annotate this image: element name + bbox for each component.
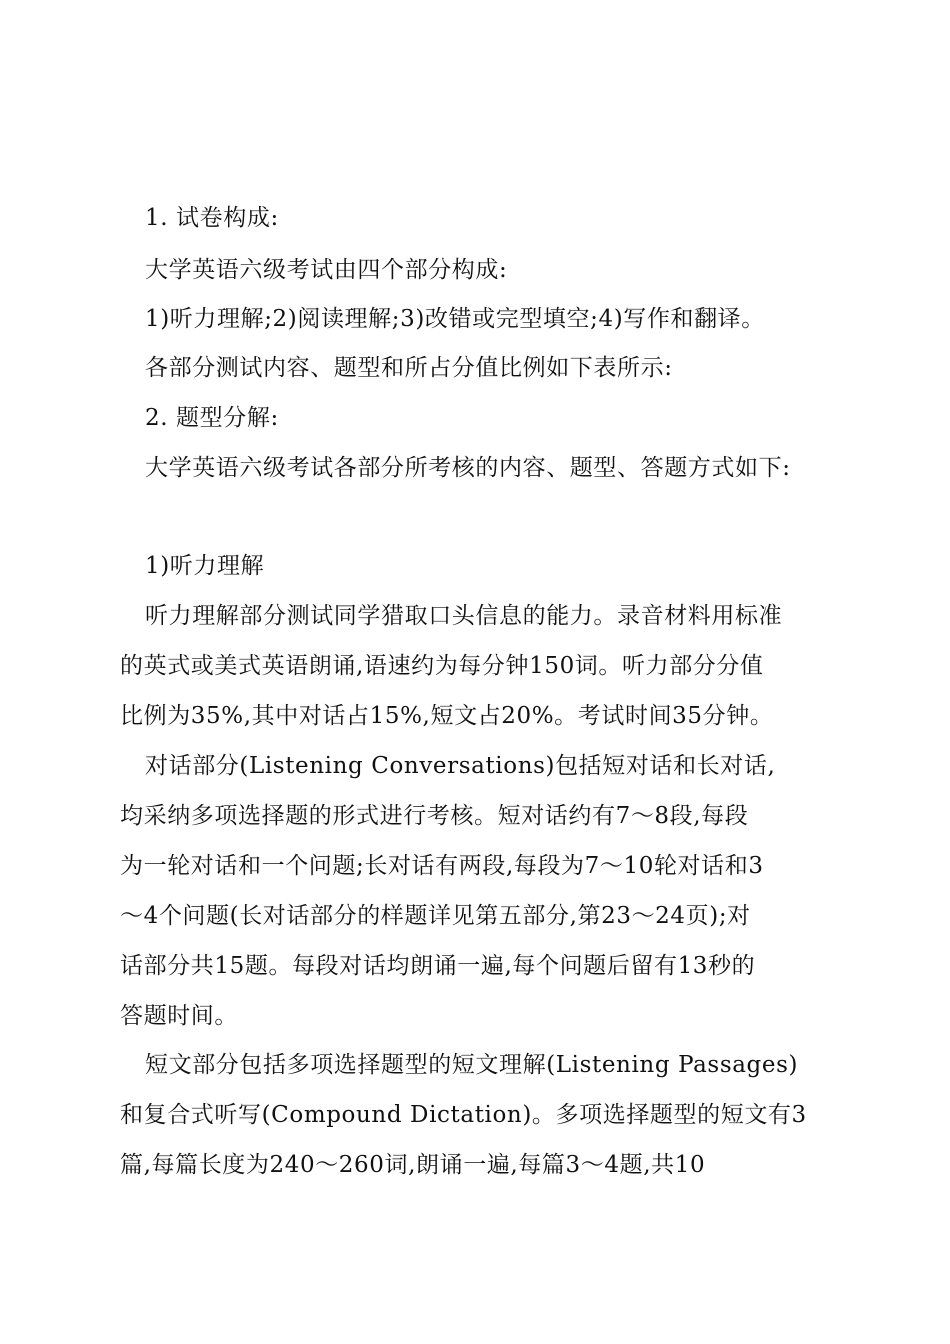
intro-line: 大学英语六级考试各部分所考核的内容、题型、答题方式如下: (145, 455, 791, 481)
paragraph-line: 均采纳多项选择题的形式进行考核。短对话约有7～8段,每段 (120, 803, 749, 829)
paragraph-line: 话部分共15题。每段对话均朗诵一遍,每个问题后留有13秒的 (120, 953, 756, 979)
paragraph-line: 为一轮对话和一个问题;长对话有两段,每段为7～10轮对话和3 (120, 853, 764, 879)
intro-line: 大学英语六级考试由四个部分构成: (145, 257, 508, 283)
paragraph-line: 答题时间。 (120, 1003, 238, 1029)
paragraph-line: 比例为35%,其中对话占15%,短文占20%。考试时间35分钟。 (120, 703, 774, 729)
paragraph-line: 听力理解部分测试同学猎取口头信息的能力。录音材料用标准 (145, 603, 783, 629)
paragraph-line: 对话部分(Listening Conversations)包括短对话和长对话, (145, 753, 776, 779)
paragraph-line: 短文部分包括多项选择题型的短文理解(Listening Passages) (145, 1052, 799, 1078)
paragraph-line: ～4个问题(长对话部分的样题详见第五部分,第23～24页);对 (120, 903, 751, 929)
intro-line: 各部分测试内容、题型和所占分值比例如下表所示: (145, 355, 673, 381)
parts-list-line: 1)听力理解;2)阅读理解;3)改错或完型填空;4)写作和翻译。 (145, 306, 765, 332)
section-title-exam-structure: 1. 试卷构成: (145, 205, 279, 231)
paragraph-line: 篇,每篇长度为240～260词,朗诵一遍,每篇3～4题,共10 (120, 1152, 706, 1178)
section-title-question-types: 2. 题型分解: (145, 405, 279, 431)
paragraph-line: 的英式或美式英语朗诵,语速约为每分钟150词。听力部分分值 (120, 653, 764, 679)
section-heading-listening: 1)听力理解 (145, 553, 265, 579)
paragraph-line: 和复合式听写(Compound Dictation)。多项选择题型的短文有3 (120, 1102, 807, 1128)
